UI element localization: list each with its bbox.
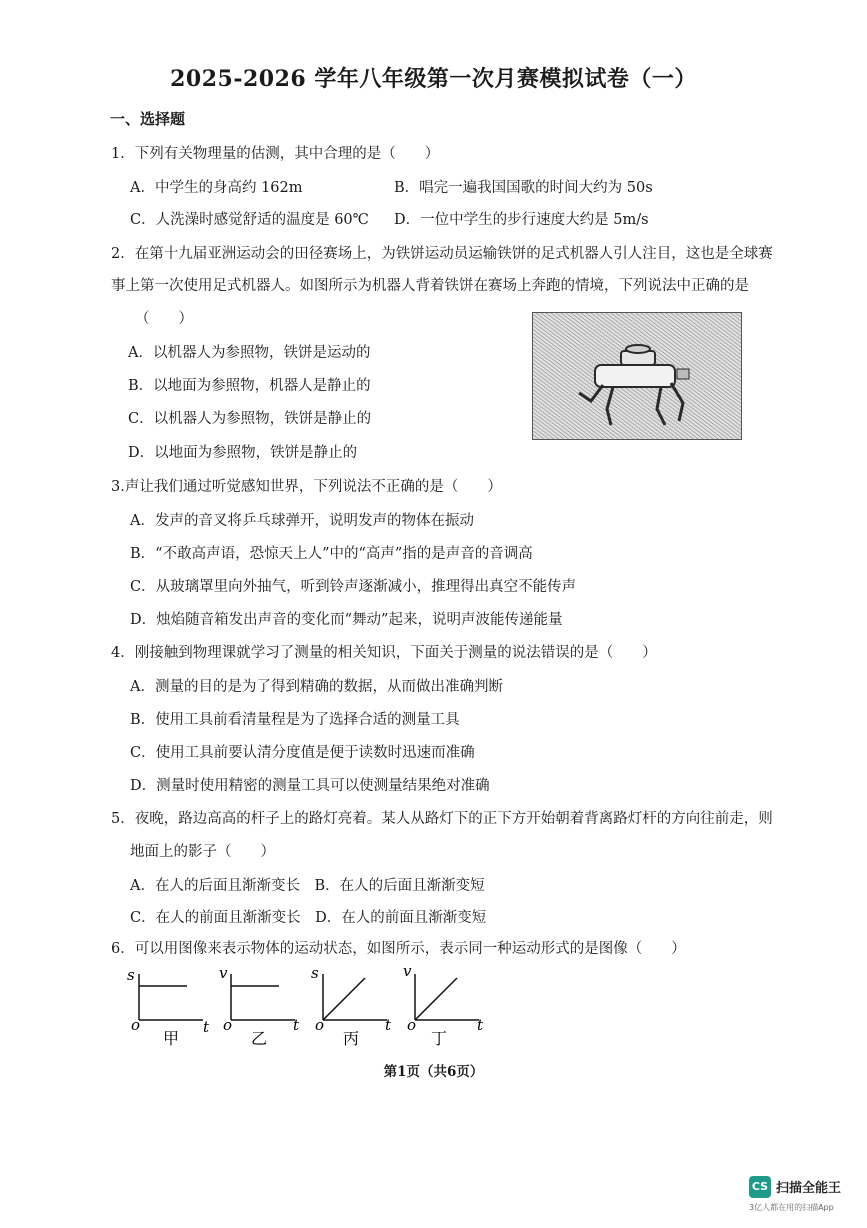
exam-title: 2025-2026 学年八年级第一次月赛模拟试卷（一） [170,66,697,92]
q3-stem: 3.声让我们通过听觉感知世界，下列说法不正确的是（ ） [111,479,502,495]
q4-option-b: B．使用工具前看清量程是为了选择合适的测量工具 [130,712,460,728]
q1-option-a: A．中学生的身高约 162m [130,180,303,196]
graph-bing-origin: o [315,1016,325,1034]
q4-option-d: D．测量时使用精密的测量工具可以使测量结果绝对准确 [130,778,490,794]
graph-ding-caption: 丁 [431,1029,448,1048]
graph-jia [115,958,215,1048]
graph-yi-y-label: v [219,964,228,982]
robot-photo [532,312,742,440]
q1-stem: 1．下列有关物理量的估测，其中合理的是（ ） [111,146,440,162]
graph-jia-y-label: s [127,966,135,984]
graph-jia-x-label: t [203,1018,210,1036]
q5-stem-line1: 5．夜晚，路边高高的杆子上的路灯亮着。某人从路灯下的正下方开始朝着背离路灯杆的方向往前走，则 [111,811,773,827]
graph-yi-caption: 乙 [251,1029,268,1048]
q2-option-d: D．以地面为参照物，铁饼是静止的 [128,445,358,461]
graph-yi-x-label: t [293,1016,300,1034]
graph-yi-origin: o [223,1016,233,1034]
scanner-tagline: 3亿人都在用的扫描App [749,1203,834,1212]
scanner-watermark [749,1176,859,1222]
motion-graphs [115,958,495,1048]
graph-jia-origin: o [131,1016,141,1034]
q3-option-b: B．“不敢高声语，恐惊天上人”中的“高声”指的是声音的音调高 [130,546,533,562]
q1-option-b: B．唱完一遍我国国歌的时间大约为 50s [394,180,653,196]
q6-stem: 6．可以用图像来表示物体的运动状态，如图所示，表示同一种运动形式的是图像（ ） [111,941,686,957]
graph-bing [299,958,399,1048]
q1-option-d: D．一位中学生的步行速度大约是 5m/s [394,212,649,228]
q5-stem-line2: 地面上的影子（ ） [130,844,275,860]
q5-options-cd: C．在人的前面且渐渐变长 D．在人的前面且渐渐变短 [130,910,487,926]
graph-ding-origin: o [407,1016,417,1034]
q4-stem: 4．刚接触到物理课就学习了测量的相关知识，下面关于测量的说法错误的是（ ） [111,645,657,661]
q4-option-a: A．测量的目的是为了得到精确的数据，从而做出准确判断 [130,679,503,695]
q4-option-c: C．使用工具前要认清分度值是便于读数时迅速而准确 [130,745,475,761]
q1-option-c: C．人洗澡时感觉舒适的温度是 60℃ [130,212,369,228]
robot-silhouette [533,313,741,439]
graph-jia-caption: 甲 [163,1029,180,1048]
q2-option-a: A．以机器人为参照物，铁饼是运动的 [128,345,371,361]
graph-ding-x-label: t [477,1016,484,1034]
scanner-app-name: 扫描全能王 [776,1181,842,1196]
graph-bing-x-label: t [385,1016,392,1034]
graph-ding [391,958,491,1048]
scanner-logo-icon: CS [749,1176,771,1198]
q3-option-c: C．从玻璃罩里向外抽气，听到铃声逐渐减小，推理得出真空不能传声 [130,579,577,595]
page-number: 第1页（共6页） [383,1064,484,1080]
q2-stem-line2: 事上第一次使用足式机器人。如图所示为机器人背着铁饼在赛场上奔跑的情境，下列说法中正确的是 [111,278,749,294]
graph-bing-caption: 丙 [343,1029,360,1048]
q3-option-d: D．烛焰随音箱发出声音的变化而“舞动”起来，说明声波能传递能量 [130,612,563,628]
q2-option-b: B．以地面为参照物，机器人是静止的 [128,378,371,394]
graph-yi [207,958,307,1048]
q2-stem-line3: （ ） [135,311,193,327]
q5-options-ab: A．在人的后面且渐渐变长 B．在人的后面且渐渐变短 [130,878,485,894]
section-heading: 一、选择题 [110,110,186,128]
graph-ding-y-label: v [403,962,412,980]
q2-option-c: C．以机器人为参照物，铁饼是静止的 [128,411,372,427]
graph-bing-y-label: s [311,964,319,982]
q2-stem-line1: 2．在第十九届亚洲运动会的田径赛场上，为铁饼运动员运输铁饼的足式机器人引人注目，这也是全球赛 [111,246,773,262]
q3-option-a: A．发声的音叉将乒乓球弹开，说明发声的物体在振动 [130,513,474,529]
